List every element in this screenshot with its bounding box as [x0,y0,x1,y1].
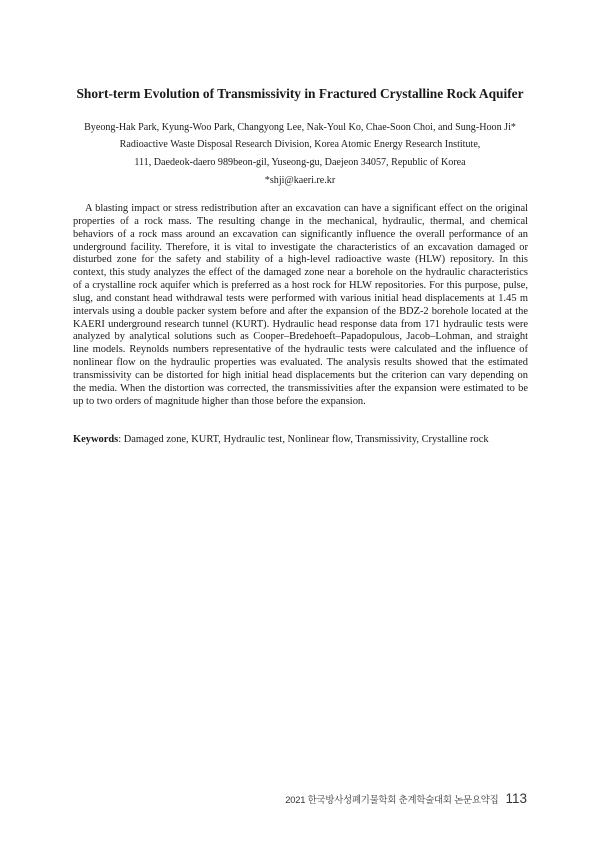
keywords [73,433,528,446]
page-footer [285,791,527,806]
corresponding-email: *shji@kaeri.re.kr [264,175,336,186]
keywords-list: : Damaged zone, KURT, Hydraulic test, Nonlinear flow, Transmissivity, Crystalline rock [118,434,489,445]
paper-title: Short-term Evolution of Transmissivity in Fractured Crystalline Rock Aquifer [76,86,524,101]
affiliation-line-1: Radioactive Waste Disposal Research Division, Korea Atomic Energy Research Institute, [119,139,481,150]
keywords-label: Keywords [73,434,119,445]
proceedings-name: 2021 한국방사성폐기물학회 춘계학술대회 논문요약집 [285,794,499,805]
affiliation-line-2: 111, Daedeok-daero 989beon-gil, Yuseong-gu, Daejeon 34057, Republic of Korea [134,157,466,168]
abstract-body: A blasting impact or stress redistribution after an excavation can have a significant effect on the original properties of a rock mass. The resulting change in the mechanical, hydraulic, thermal, and chemical behaviors of a rock mass around an excavation can significantly influence the overall performance of an underground facility. Therefore, it is vital to investigate the characteristics of an excavation damaged or disturbed zone for the safety and stability of a high-level radioactive waste (HLW) repository. In this context, this study analyzes the effect of the damaged zone near a borehole on the hydraulic characteristics of a crystalline rock aquifer which is preferred as a host rock for HLW repositories. For this purpose, pulse, slug, and constant head withdrawal tests were performed with various initial head displacements at 1.45 m intervals using a double packer system before and after the expansion of the BDZ-2 borehole located at the KAERI underground research tunnel (KURT). Hydraulic head response data from 171 hydraulic tests were analyzed by analytical solutions such as Cooper–Bredehoeft–Papadopulous, Jacob–Lohman, and straight line models. Reynolds numbers representative of the hydraulic tests were calculated and the influence of nonlinear flow on the hydraulic properties was evaluated. The analysis results showed that the estimated transmissivity can be distorted for high initial head displacements but the criterion can vary depending on the media. When the distortion was corrected, the transmissivities after the expansion were estimated to be up to two orders of magnitude higher than those before the expansion. [73,203,528,407]
page-number: 113 [505,791,527,806]
authors: Byeong-Hak Park, Kyung-Woo Park, Changyong Lee, Nak-Youl Ko, Chae-Soon Choi, and Sung-Hoon Ji* [84,122,516,133]
